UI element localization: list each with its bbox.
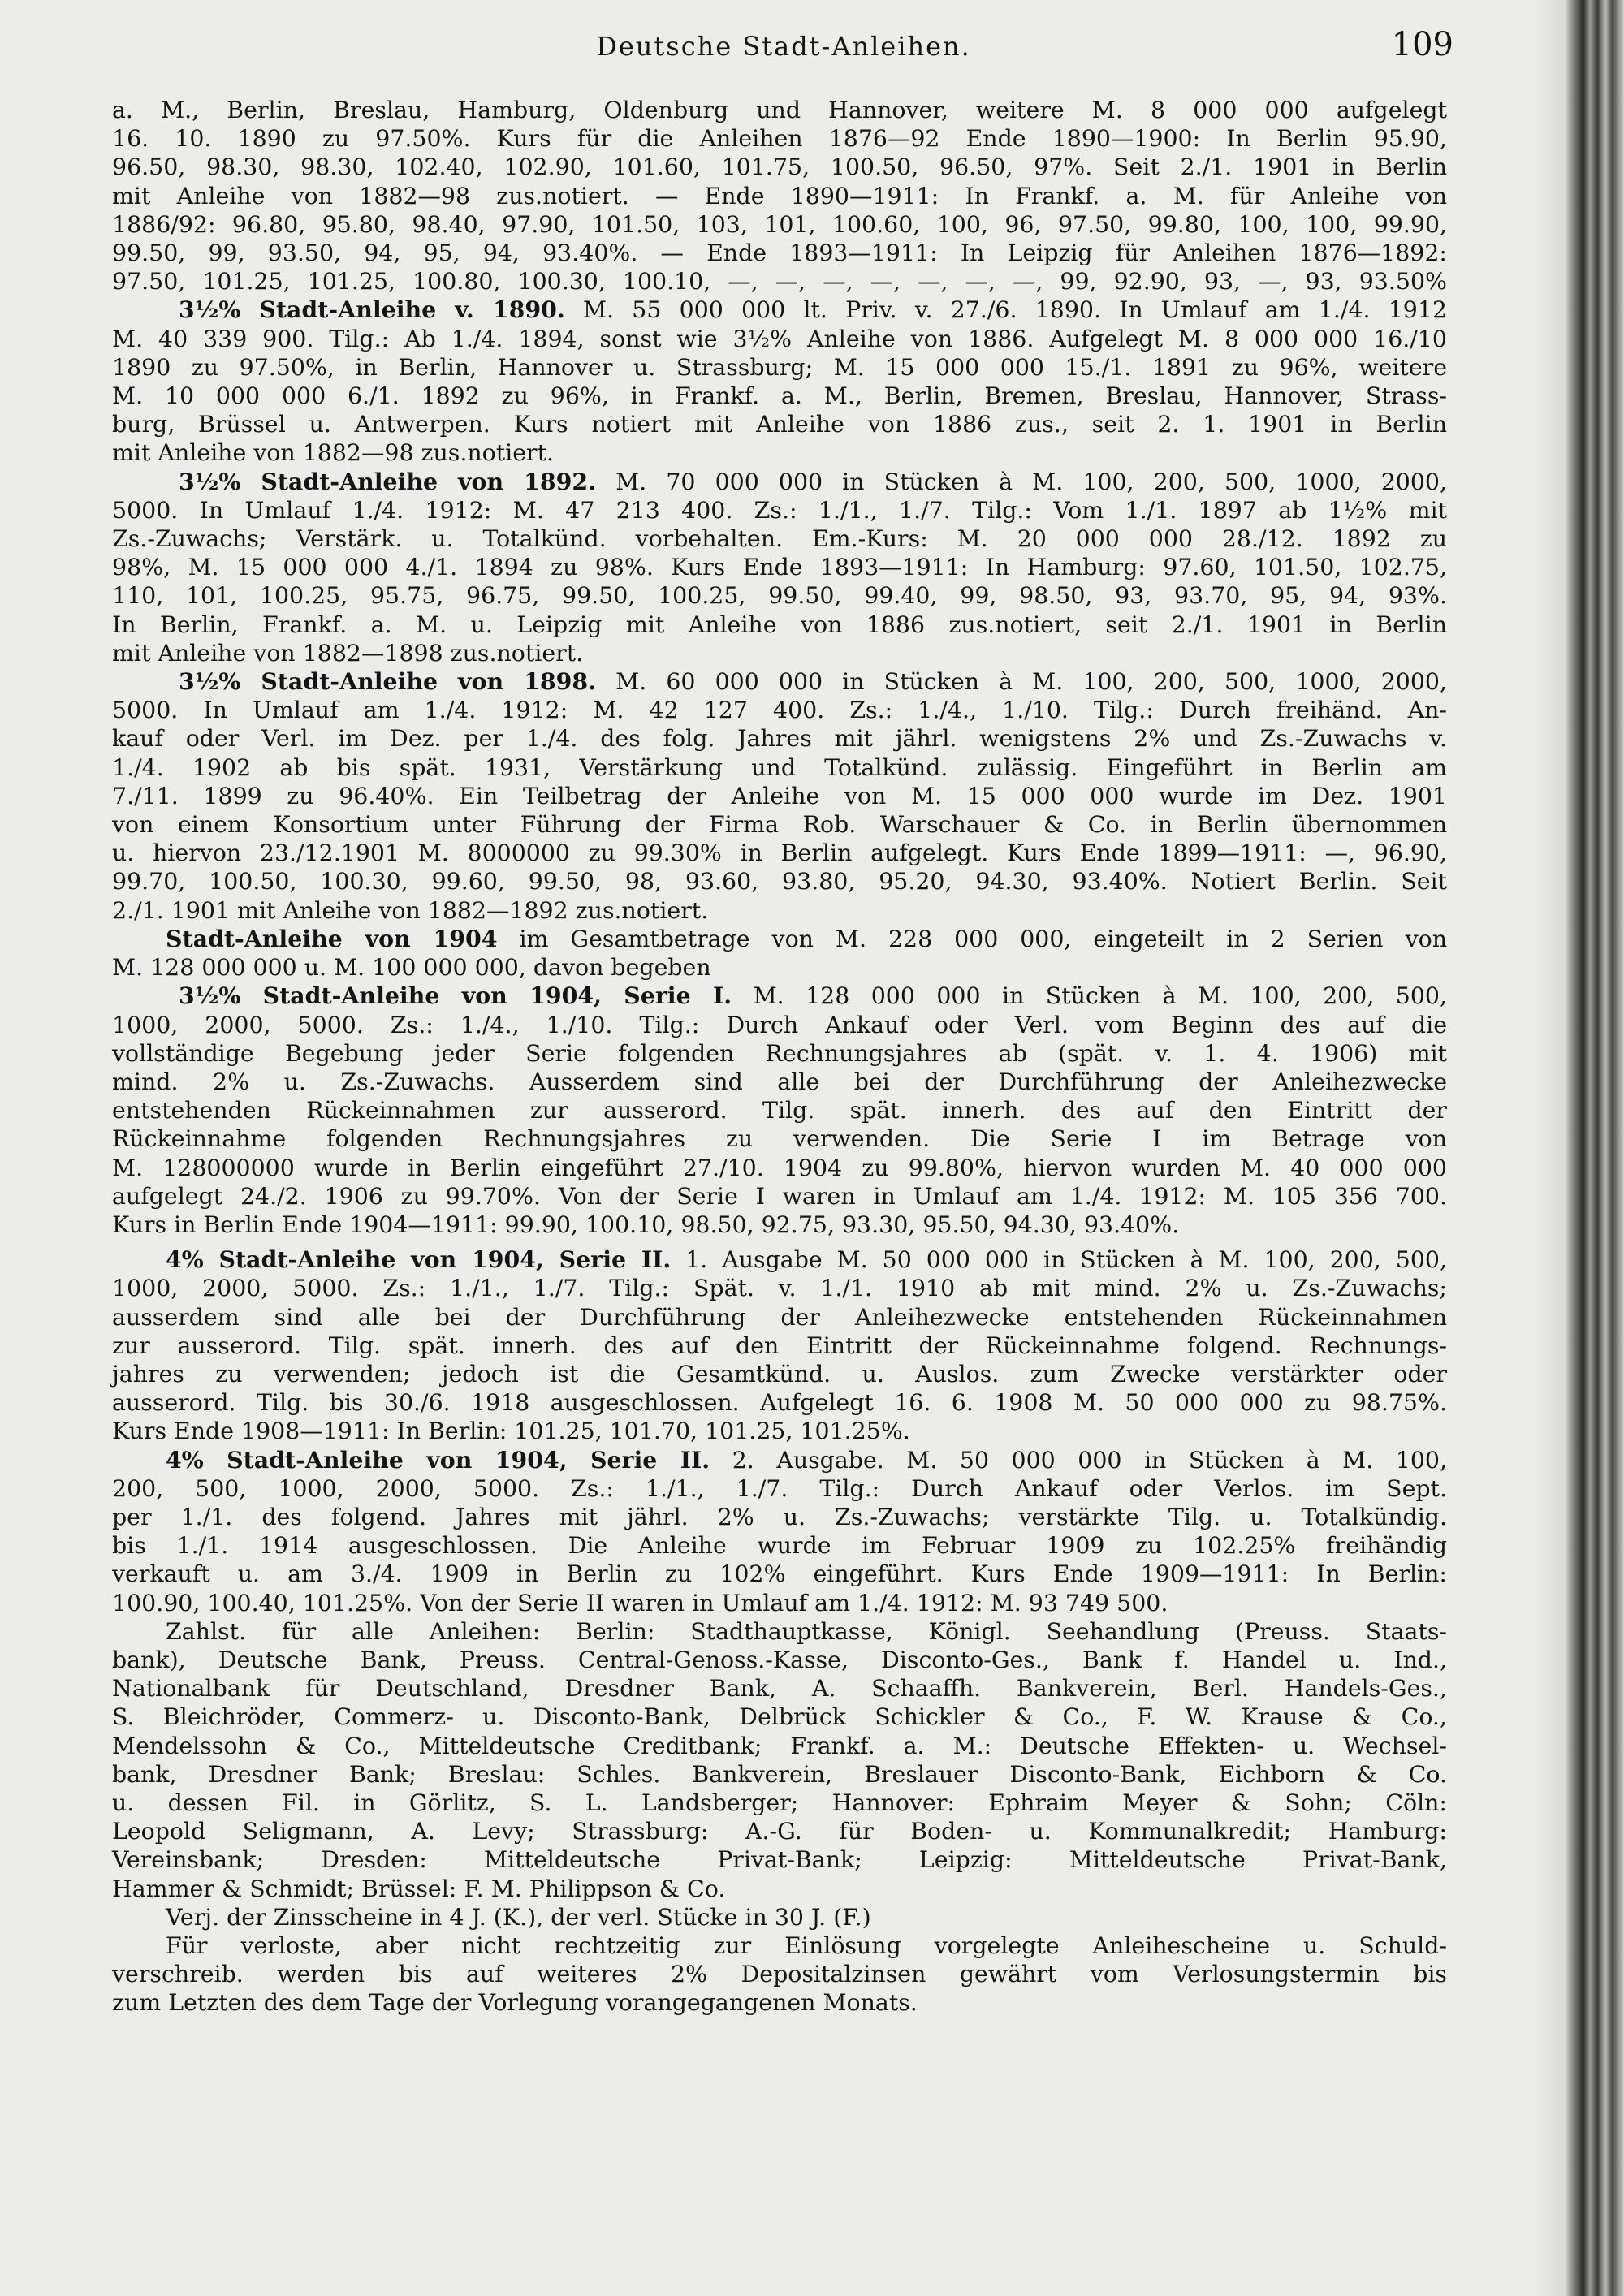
loan-entry-1904-serie-1 <box>112 982 1447 1239</box>
text-line: u. dessen Fil. in Görlitz, S. L. Landsberger; Hannover: Ephraim Meyer & Sohn; Cöln: <box>112 1789 1447 1816</box>
text-line: Zs.-Zuwachs; Verstärk. u. Totalkünd. vorbehalten. Em.-Kurs: M. 20 000 000 28./12. 1892 zu <box>112 525 1447 553</box>
entry-title: Stadt-Anleihe von 1904 <box>166 924 498 952</box>
entry-first-line <box>112 667 1447 696</box>
text-line: mit Anleihe von 1882—1898 zus.notiert. <box>112 639 584 667</box>
limitation-paragraph <box>112 1903 1447 1931</box>
text-line: 1890 zu 97.50%, in Berlin, Hannover u. Strassburg; M. 15 000 000 15./1. 1891 zu 96%, weitere <box>112 353 1447 381</box>
text-line: von einem Konsortium unter Führung der Firma Rob. Warschauer & Co. in Berlin übernommen <box>112 811 1447 839</box>
text-line: 16. 10. 1890 zu 97.50%. Kurs für die Anleihen 1876—92 Ende 1890—1900: In Berlin 95.90, <box>112 125 1447 153</box>
entry-text: M. 55 000 000 lt. Priv. v. 27./6. 1890. In Umlauf am 1./4. 1912 <box>564 296 1448 324</box>
text-line: jahres zu verwenden; jedoch ist die Gesamtkünd. u. Auslos. zum Zwecke verstärkter oder <box>112 1360 1447 1388</box>
continuation-paragraph-end <box>112 267 1447 296</box>
text-line: 100.90, 100.40, 101.25%. Von der Serie II waren in Umlauf am 1./4. 1912: M. 93 749 500. <box>112 1589 1168 1616</box>
text-line: Kurs Ende 1908—1911: In Berlin: 101.25, 101.70, 101.25, 101.25%. <box>112 1418 910 1445</box>
page-body <box>112 96 1447 2018</box>
entry-title: 4% Stadt-Anleihe von 1904, Serie II. <box>166 1245 672 1274</box>
text-line: bis 1./1. 1914 ausgeschlossen. Die Anleihe wurde im Februar 1909 zu 102.25% freihändig <box>112 1532 1447 1560</box>
loan-entry-1904-serie-2-ausgabe-2 <box>112 1446 1447 1617</box>
text-line: Leopold Seligmann, A. Levy; Strassburg: A.-G. für Boden- u. Kommunalkredit; Hamburg: <box>112 1818 1447 1845</box>
text-line: aufgelegt 24./2. 1906 zu 99.70%. Von der Serie I waren in Umlauf am 1./4. 1912: M. 105 356 700. <box>112 1182 1447 1210</box>
entry-text: im Gesamtbetrage von M. 228 000 000, eingeteilt in 2 Serien von <box>497 925 1447 952</box>
entry-first-line <box>112 1446 1447 1474</box>
text-line: mind. 2% u. Zs.-Zuwachs. Ausserdem sind alle bei der Durchführung der Anleihezwecke <box>112 1068 1447 1095</box>
text-line: 110, 101, 100.25, 95.75, 96.75, 99.50, 100.25, 99.50, 99.40, 99, 98.50, 93, 93.70, 95, 94, 93%. <box>112 582 1447 610</box>
text-line: Kurs in Berlin Ende 1904—1911: 99.90, 100.10, 98.50, 92.75, 93.30, 95.50, 94.30, 93.40%. <box>112 1211 1180 1238</box>
entry-text: M. 70 000 000 in Stücken à M. 100, 200, 500, 1000, 2000, <box>596 468 1447 495</box>
text-line: verschreib. werden bis auf weiteres 2% Depositalzinsen gewährt vom Verlosungstermin bis <box>112 1961 1447 1988</box>
continuation-paragraph <box>112 96 1447 267</box>
text-line: vollständige Begebung jeder Serie folgenden Rechnungsjahres ab (spät. v. 1. 4. 1906) mit <box>112 1039 1447 1067</box>
text-line: 2./1. 1901 mit Anleihe von 1882—1892 zus.notiert. <box>112 896 709 924</box>
text-line: Vereinsbank; Dresden: Mitteldeutsche Privat-Bank; Leipzig: Mitteldeutsche Privat-Bank, <box>112 1846 1447 1874</box>
entry-title: 4% Stadt-Anleihe von 1904, Serie II. <box>166 1445 710 1474</box>
text-line: 5000. In Umlauf 1./4. 1912: M. 47 213 400. Zs.: 1./1., 1./7. Tilg.: Vom 1./1. 1897 ab 1½% mit <box>112 496 1447 524</box>
text-line: Für verloste, aber nicht rechtzeitig zur Einlösung vorgelegte Anleihescheine u. Schuld- <box>166 1932 1447 1959</box>
text-line: 99.70, 100.50, 100.30, 99.60, 99.50, 98, 93.60, 93.80, 95.20, 94.30, 93.40%. Notiert Berlin. Seit <box>112 868 1447 896</box>
text-line: 200, 500, 1000, 2000, 5000. Zs.: 1./1., 1./7. Tilg.: Durch Ankauf oder Verlos. im Sept. <box>112 1474 1447 1502</box>
entry-title: 3½% Stadt-Anleihe von 1904, Serie I. <box>179 982 732 1010</box>
entry-title: 3½% Stadt-Anleihe v. 1890. <box>179 296 565 324</box>
entry-text: 1. Ausgabe M. 50 000 000 in Stücken à M. 100, 200, 500, <box>671 1246 1447 1274</box>
text-line: u. hiervon 23./12.1901 M. 8000000 zu 99.30% in Berlin aufgelegt. Kurs Ende 1899—1911: —, 96.90, <box>112 839 1447 867</box>
page-header <box>114 26 1453 67</box>
text-line: 99.50, 99, 93.50, 94, 95, 94, 93.40%. — Ende 1893—1911: In Leipzig für Anleihen 1876—1892: <box>112 240 1447 267</box>
entry-text: 2. Ausgabe. M. 50 000 000 in Stücken à M. 100, <box>710 1446 1447 1474</box>
paying-agents-paragraph <box>112 1617 1447 1903</box>
text-line: M. 128 000 000 u. M. 100 000 000, davon begeben <box>112 954 711 982</box>
text-line: 1000, 2000, 5000. Zs.: 1./1., 1./7. Tilg.: Spät. v. 1./1. 1910 ab mit mind. 2% u. Zs.-Zuwachs; <box>112 1275 1447 1302</box>
gutter-shadow <box>1533 0 1566 2296</box>
text-line: Verj. der Zinsscheine in 4 J. (K.), der verl. Stücke in 30 J. (F.) <box>166 1903 871 1931</box>
text-line: Mendelssohn & Co., Mitteldeutsche Creditbank; Frankf. a. M.: Deutsche Effekten- u. Wechsel- <box>112 1732 1447 1759</box>
loan-entry-1898 <box>112 667 1447 925</box>
entry-first-line <box>112 1245 1447 1274</box>
text-line: S. Bleichröder, Commerz- u. Disconto-Bank, Delbrück Schickler & Co., F. W. Krause & Co., <box>112 1703 1447 1731</box>
text-line: mit Anleihe von 1882—98 zus.notiert. <box>112 439 555 467</box>
text-line: 5000. In Umlauf am 1./4. 1912: M. 42 127 400. Zs.: 1./4., 1./10. Tilg.: Durch freihänd. An- <box>112 697 1447 724</box>
text-line: a. M., Berlin, Breslau, Hamburg, Oldenburg und Hannover, weitere M. 8 000 000 aufgelegt <box>112 97 1447 123</box>
interest-paragraph <box>112 1931 1447 2018</box>
text-line: mit Anleihe von 1882—98 zus.notiert. — Ende 1890—1911: In Frankf. a. M. für Anleihe von <box>112 182 1447 209</box>
text-line: bank, Dresdner Bank; Breslau: Schles. Bankverein, Breslauer Disconto-Bank, Eichborn & Co. <box>112 1760 1447 1788</box>
text-line: ausserdem sind alle bei der Durchführung der Anleihezwecke entstehenden Rückeinnahmen <box>112 1303 1447 1331</box>
entry-first-line <box>112 982 1447 1010</box>
text-line: M. 40 339 900. Tilg.: Ab 1./4. 1894, sonst wie 3½% Anleihe von 1886. Aufgelegt M. 8 000 000 16./10 <box>112 325 1447 352</box>
entry-title: 3½% Stadt-Anleihe von 1892. <box>179 467 597 495</box>
text-line: verkauft u. am 3./4. 1909 in Berlin zu 102% eingeführt. Kurs Ende 1909—1911: In Berlin: <box>112 1560 1447 1588</box>
text-line: 96.50, 98.30, 98.30, 102.40, 102.90, 101.60, 101.75, 100.50, 96.50, 97%. Seit 2./1. 1901 in Berlin <box>112 153 1447 181</box>
text-line: ausserord. Tilg. bis 30./6. 1918 ausgeschlossen. Aufgelegt 16. 6. 1908 M. 50 000 000 zu 98.75%. <box>112 1389 1447 1417</box>
text-line: entstehenden Rückeinnahmen zur ausserord. Tilg. spät. innerh. des auf den Eintritt der <box>112 1097 1447 1124</box>
text-line: zur ausserord. Tilg. spät. innerh. des auf den Eintritt der Rückeinnahme folgend. Rechnungs- <box>112 1331 1447 1359</box>
entry-first-line <box>112 296 1447 324</box>
entry-text: M. 60 000 000 in Stücken à M. 100, 200, 500, 1000, 2000, <box>596 668 1447 696</box>
text-line: 1000, 2000, 5000. Zs.: 1./4., 1./10. Tilg.: Durch Ankauf oder Verl. vom Beginn des auf die <box>112 1011 1447 1038</box>
loan-entry-1904-overview <box>112 925 1447 982</box>
page-number: 109 <box>1391 26 1453 63</box>
entry-text: M. 128 000 000 in Stücken à M. 100, 200, 500, <box>732 982 1447 1010</box>
entry-first-line <box>112 468 1447 496</box>
text-line: M. 128000000 wurde in Berlin eingeführt 27./10. 1904 zu 99.80%, hiervon wurden M. 40 000 000 <box>112 1154 1447 1181</box>
loan-entry-1892 <box>112 468 1447 667</box>
text-line: Zahlst. für alle Anleihen: Berlin: Stadthauptkasse, Königl. Seehandlung (Preuss. Staats- <box>166 1617 1447 1645</box>
text-line: per 1./1. des folgend. Jahres mit jährl. 2% u. Zs.-Zuwachs; verstärkte Tilg. u. Totalkündig. <box>112 1503 1447 1530</box>
loan-entry-1904-serie-2-ausgabe-1 <box>112 1245 1447 1445</box>
running-title: Deutsche Stadt-Anleihen. <box>596 31 971 62</box>
book-spine <box>1566 0 1624 2296</box>
text-line: Nationalbank für Deutschland, Dresdner Bank, A. Schaaffh. Bankverein, Berl. Handels-Ges., <box>112 1675 1447 1703</box>
text-line: kauf oder Verl. im Dez. per 1./4. des folg. Jahres mit jährl. wenigstens 2% und Zs.-Zuwachs v. <box>112 725 1447 753</box>
text-line: 97.50, 101.25, 101.25, 100.80, 100.30, 100.10, —, —, —, —, —, —, —, 99, 92.90, 93, —, 93, 93.50% <box>112 268 1447 296</box>
entry-first-line <box>112 925 1447 953</box>
text-line: Rückeinnahme folgenden Rechnungsjahres zu verwenden. Die Serie I im Betrage von <box>112 1125 1447 1153</box>
text-line: 1886/92: 96.80, 95.80, 98.40, 97.90, 101.50, 103, 101, 100.60, 100, 96, 97.50, 99.80, 100, 100, 99.90, <box>112 210 1447 238</box>
text-line: 1./4. 1902 ab bis spät. 1931, Verstärkung und Totalkünd. zulässig. Eingeführt in Berlin am <box>112 753 1447 781</box>
text-line: zum Letzten des dem Tage der Vorlegung vorangegangenen Monats. <box>112 1989 918 2017</box>
text-line: Hammer & Schmidt; Brüssel: F. M. Philippson & Co. <box>112 1875 726 1902</box>
text-line: 98%, M. 15 000 000 4./1. 1894 zu 98%. Kurs Ende 1893—1911: In Hamburg: 97.60, 101.50, 102.75, <box>112 554 1447 581</box>
text-line: burg, Brüssel u. Antwerpen. Kurs notiert mit Anleihe von 1886 zus., seit 2. 1. 1901 in Berlin <box>112 411 1447 438</box>
text-line: bank), Deutsche Bank, Preuss. Central-Genoss.-Kasse, Disconto-Ges., Bank f. Handel u. Ind., <box>112 1646 1447 1673</box>
loan-entry-1890 <box>112 296 1447 467</box>
entry-title: 3½% Stadt-Anleihe von 1898. <box>179 667 597 696</box>
text-line: M. 10 000 000 6./1. 1892 zu 96%, in Frankf. a. M., Berlin, Bremen, Breslau, Hannover, Strass- <box>112 382 1447 410</box>
text-line: In Berlin, Frankf. a. M. u. Leipzig mit Anleihe von 1886 zus.notiert, seit 2./1. 1901 in Berlin <box>112 611 1447 638</box>
text-line: 7./11. 1899 zu 96.40%. Ein Teilbetrag der Anleihe von M. 15 000 000 wurde im Dez. 1901 <box>112 782 1447 809</box>
